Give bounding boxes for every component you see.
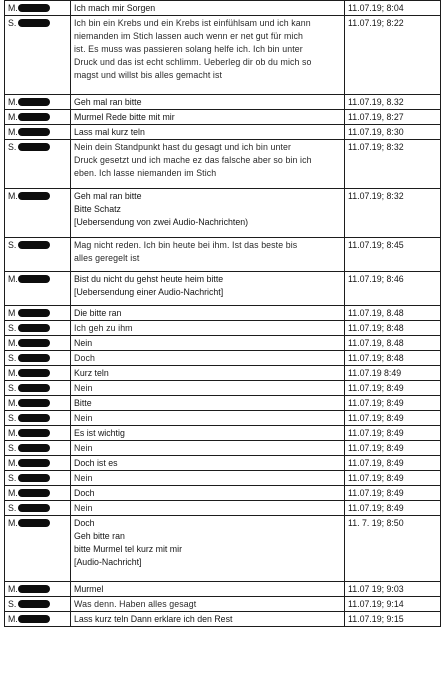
- table-row: [5, 426, 441, 441]
- sender-initial: S.: [8, 240, 17, 250]
- timestamp-cell: 11.07.19, 8:49: [345, 456, 441, 471]
- sender-initial: S.: [8, 443, 17, 453]
- table-row: [5, 189, 441, 238]
- sender-cell: [5, 381, 71, 396]
- timestamp-cell: 11.07.19; 8:49: [345, 501, 441, 516]
- redaction-mark: [18, 414, 50, 422]
- table-row: [5, 501, 441, 516]
- sender-initial: M.: [8, 97, 18, 107]
- table-row: [5, 272, 441, 306]
- sender-initial: M.: [8, 274, 18, 284]
- redaction-mark: [18, 585, 50, 593]
- sender-initial: S.: [8, 383, 17, 393]
- sender-initial: M.: [8, 191, 18, 201]
- timestamp-cell: 11.07 19; 9:03: [345, 582, 441, 597]
- message-cell: Doch: [71, 351, 345, 366]
- sender-cell: [5, 125, 71, 140]
- sender-initial: M.: [8, 3, 18, 13]
- redaction-mark: [18, 275, 50, 283]
- timestamp-cell: 11.07.19; 8:48: [345, 321, 441, 336]
- redaction-mark: [18, 489, 50, 497]
- sender-initial: S.: [8, 599, 17, 609]
- sender-initial: M.: [8, 614, 18, 624]
- redaction-mark: [18, 459, 50, 467]
- timestamp-cell: 11.07.19; 8:49: [345, 486, 441, 501]
- redaction-mark: [18, 384, 50, 392]
- table-row: [5, 582, 441, 597]
- timestamp-cell: 11.07.19; 8:22: [345, 16, 441, 95]
- message-cell: Bitte: [71, 396, 345, 411]
- redaction-mark: [18, 474, 50, 482]
- sender-cell: [5, 441, 71, 456]
- sender-cell: [5, 516, 71, 582]
- sender-initial: S.: [8, 473, 17, 483]
- redaction-mark: [18, 98, 50, 106]
- timestamp-cell: 11.07.19; 9:14: [345, 597, 441, 612]
- timestamp-cell: 11.07.19, 8.48: [345, 306, 441, 321]
- table-row: [5, 597, 441, 612]
- sender-initial: M.: [8, 488, 18, 498]
- table-row: [5, 411, 441, 426]
- redaction-mark: [18, 444, 50, 452]
- chat-log-table: [4, 0, 441, 627]
- sender-cell: [5, 189, 71, 238]
- timestamp-cell: 11.07.19; 8:48: [345, 351, 441, 366]
- sender-cell: [5, 501, 71, 516]
- timestamp-cell: 11.07.19, 8.32: [345, 95, 441, 110]
- timestamp-cell: 11.07.19 8:49: [345, 366, 441, 381]
- redaction-mark: [18, 339, 50, 347]
- sender-cell: [5, 110, 71, 125]
- redaction-mark: [18, 309, 50, 317]
- message-cell: Mag nicht reden. Ich bin heute bei ihm. Ist das beste bis alles geregelt ist: [71, 238, 345, 272]
- message-cell: Was denn. Haben alles gesagt: [71, 597, 345, 612]
- timestamp-cell: 11.07.19; 8:49: [345, 381, 441, 396]
- sender-initial: M.: [8, 127, 18, 137]
- sender-cell: [5, 486, 71, 501]
- sender-cell: [5, 612, 71, 627]
- message-cell: Nein: [71, 381, 345, 396]
- table-row: [5, 110, 441, 125]
- table-row: [5, 238, 441, 272]
- message-cell: Doch ist es: [71, 456, 345, 471]
- message-cell: Ich geh zu ihm: [71, 321, 345, 336]
- sender-cell: [5, 597, 71, 612]
- table-row: [5, 95, 441, 110]
- message-cell: Ich mach mir Sorgen: [71, 1, 345, 16]
- message-cell: Es ist wichtig: [71, 426, 345, 441]
- sender-cell: [5, 306, 71, 321]
- sender-initial: S.: [8, 323, 17, 333]
- table-row: [5, 140, 441, 189]
- message-cell: Nein: [71, 336, 345, 351]
- timestamp-cell: 11. 7. 19; 8:50: [345, 516, 441, 582]
- timestamp-cell: 11.07.19; 8:49: [345, 426, 441, 441]
- table-row: [5, 306, 441, 321]
- message-cell: Lass mal kurz teln: [71, 125, 345, 140]
- table-row: [5, 471, 441, 486]
- sender-initial: M: [8, 308, 16, 318]
- table-row: [5, 321, 441, 336]
- message-cell: Murmel Rede bitte mit mir: [71, 110, 345, 125]
- table-row: [5, 486, 441, 501]
- sender-cell: [5, 95, 71, 110]
- sender-cell: [5, 582, 71, 597]
- sender-initial: M.: [8, 398, 18, 408]
- redaction-mark: [18, 128, 50, 136]
- table-row: [5, 366, 441, 381]
- timestamp-cell: 11.07.19; 8:49: [345, 411, 441, 426]
- message-cell: Geh mal ran bitte: [71, 95, 345, 110]
- sender-cell: [5, 321, 71, 336]
- redaction-mark: [18, 429, 50, 437]
- redaction-mark: [18, 369, 50, 377]
- timestamp-cell: 11.07.19; 9:15: [345, 612, 441, 627]
- sender-initial: M.: [8, 428, 18, 438]
- message-cell: Die bitte ran: [71, 306, 345, 321]
- table-row: [5, 612, 441, 627]
- table-row: [5, 16, 441, 95]
- sender-cell: [5, 411, 71, 426]
- message-cell: Murmel: [71, 582, 345, 597]
- sender-cell: [5, 366, 71, 381]
- sender-initial: S.: [8, 503, 17, 513]
- table-row: [5, 456, 441, 471]
- message-cell: Doch: [71, 486, 345, 501]
- redaction-mark: [18, 354, 50, 362]
- table-row: [5, 516, 441, 582]
- message-cell: Nein: [71, 411, 345, 426]
- table-row: [5, 441, 441, 456]
- redaction-mark: [18, 519, 50, 527]
- sender-initial: S.: [8, 353, 17, 363]
- redaction-mark: [18, 192, 50, 200]
- message-cell: Kurz teln: [71, 366, 345, 381]
- sender-cell: [5, 396, 71, 411]
- table-row: [5, 336, 441, 351]
- timestamp-cell: 11.07.19; 8:32: [345, 189, 441, 238]
- timestamp-cell: 11.07.19; 8:45: [345, 238, 441, 272]
- sender-cell: [5, 351, 71, 366]
- timestamp-cell: 11.07.19; 8:04: [345, 1, 441, 16]
- message-cell: Geh mal ran bitte Bitte Schatz [Uebersendung von zwei Audio-Nachrichten): [71, 189, 345, 238]
- redaction-mark: [18, 113, 50, 121]
- table-row: [5, 1, 441, 16]
- redaction-mark: [18, 399, 50, 407]
- timestamp-cell: 11.07.19; 8:49: [345, 441, 441, 456]
- message-cell: Ich bin ein Krebs und ein Krebs ist einfühlsam und ich kann niemanden im Stich lassen auch wenn er net gut für mich ist. Es muss was passieren solang helfe ich. Ich bin unter Druck und das ist echt schlimm. Ueberleg dir ob du mich so magst und willst bis alles gemacht ist: [71, 16, 345, 95]
- sender-cell: [5, 426, 71, 441]
- sender-initial: S.: [8, 18, 17, 28]
- sender-initial: M.: [8, 112, 18, 122]
- message-cell: Nein: [71, 501, 345, 516]
- redaction-mark: [18, 19, 50, 27]
- timestamp-cell: 11.07.19, 8:27: [345, 110, 441, 125]
- redaction-mark: [18, 241, 50, 249]
- sender-cell: [5, 336, 71, 351]
- timestamp-cell: 11.07.19; 8:46: [345, 272, 441, 306]
- sender-initial: S.: [8, 142, 17, 152]
- redaction-mark: [18, 143, 50, 151]
- sender-cell: [5, 471, 71, 486]
- redaction-mark: [18, 4, 50, 12]
- table-row: [5, 351, 441, 366]
- redaction-mark: [18, 324, 50, 332]
- sender-cell: [5, 140, 71, 189]
- sender-cell: [5, 456, 71, 471]
- sender-initial: M.: [8, 584, 18, 594]
- redaction-mark: [18, 600, 50, 608]
- sender-cell: [5, 1, 71, 16]
- message-cell: Nein: [71, 471, 345, 486]
- timestamp-cell: 11.07.19; 8:32: [345, 140, 441, 189]
- table-row: [5, 381, 441, 396]
- sender-initial: M.: [8, 518, 18, 528]
- message-cell: Lass kurz teln Dann erklare ich den Rest: [71, 612, 345, 627]
- sender-initial: M.: [8, 368, 18, 378]
- sender-initial: M.: [8, 338, 18, 348]
- sender-cell: [5, 238, 71, 272]
- table-row: [5, 125, 441, 140]
- timestamp-cell: 11.07.19; 8:49: [345, 471, 441, 486]
- timestamp-cell: 11.07.19, 8.48: [345, 336, 441, 351]
- sender-initial: S.: [8, 413, 17, 423]
- redaction-mark: [18, 504, 50, 512]
- table-row: [5, 396, 441, 411]
- sender-cell: [5, 272, 71, 306]
- timestamp-cell: 11.07.19, 8:30: [345, 125, 441, 140]
- message-cell: Nein dein Standpunkt hast du gesagt und ich bin unter Druck gesetzt und ich mache ez das falsche aber so bin ich eben. Ich lasse niemanden im Stich: [71, 140, 345, 189]
- message-cell: Nein: [71, 441, 345, 456]
- sender-cell: [5, 16, 71, 95]
- timestamp-cell: 11.07.19; 8:49: [345, 396, 441, 411]
- redaction-mark: [18, 615, 50, 623]
- sender-initial: M.: [8, 458, 18, 468]
- message-cell: Doch Geh bitte ran bitte Murmel tel kurz mit mir [Audio-Nachricht]: [71, 516, 345, 582]
- chat-log-body: [5, 1, 441, 627]
- message-cell: Bist du nicht du gehst heute heim bitte [Uebersendung einer Audio-Nachricht]: [71, 272, 345, 306]
